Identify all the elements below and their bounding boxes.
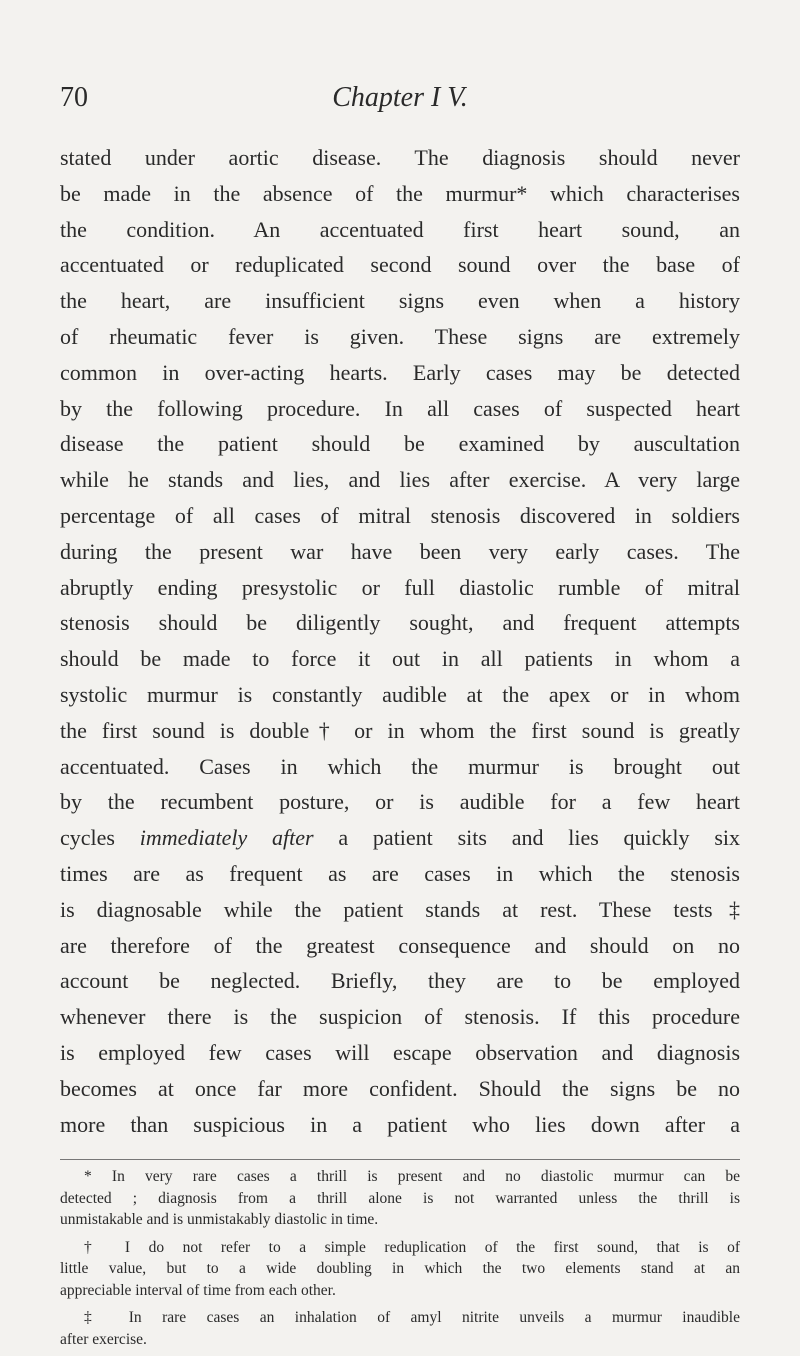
footnote-double-dagger — [60, 1307, 740, 1350]
text-line: while he stands and lies, and lies after exercise. A very large — [60, 467, 740, 493]
text-line-emphasis — [60, 820, 740, 856]
text-line: is diagnosable while the patient stands at rest. These tests‡ — [60, 896, 740, 922]
text-line: stenosis should be diligently sought, and frequent attempts — [60, 610, 740, 636]
text-line: stated under aortic disease. The diagnosis should never — [60, 145, 740, 170]
footnote-divider — [60, 1159, 740, 1160]
text-line: during the present war have been very early cases. The — [60, 538, 740, 564]
footnote-line: † I do not refer to a simple reduplication of the first sound, that is of — [84, 1238, 740, 1256]
text-line: percentage of all cases of mitral stenosis discovered in soldiers — [60, 502, 740, 528]
text-line: by the following procedure. In all cases of suspected heart — [60, 395, 740, 421]
text-line: common in over-acting hearts. Early cases may be detected — [60, 359, 740, 385]
footnote-line: * In very rare cases a thrill is present and no diastolic murmur can be — [84, 1168, 740, 1185]
text-segment: cycles — [60, 825, 140, 851]
footnote-line: unmistakable and is unmistakably diastolic in time. — [60, 1211, 379, 1228]
page-number: 70 — [60, 82, 88, 113]
footnote-line: appreciable interval of time from each other. — [60, 1281, 336, 1299]
running-header — [60, 78, 740, 118]
text-line: are therefore of the greatest consequence and should on no — [60, 932, 740, 958]
text-line: accentuated. Cases in which the murmur is brought out — [60, 753, 740, 779]
text-line: becomes at once far more confident. Should the signs be no — [60, 1075, 740, 1101]
footnote-asterisk — [60, 1166, 740, 1231]
text-line: the first sound is double† or in whom the first sound is greatly — [60, 717, 740, 743]
text-line: abruptly ending presystolic or full diastolic rumble of mitral — [60, 574, 740, 600]
text-line: is employed few cases will escape observation and diagnosis — [60, 1039, 740, 1065]
text-line: should be made to force it out in all patients in whom a — [60, 646, 740, 672]
text-line: by the recumbent posture, or is audible for a few heart — [60, 789, 740, 815]
text-line: more than suspicious in a patient who lies down after a — [60, 1111, 740, 1137]
text-line: whenever there is the suspicion of stenosis. If this procedure — [60, 1004, 740, 1030]
text-line: accentuated or reduplicated second sound over the base of — [60, 252, 740, 278]
text-line: be made in the absence of the murmur* which characterises — [60, 180, 740, 206]
footnote-line: after exercise. — [60, 1330, 147, 1348]
footnote-line: ‡ In rare cases an inhalation of amyl nitrite unveils a murmur inaudible — [84, 1309, 740, 1326]
body-text — [60, 140, 740, 1142]
text-line: systolic murmur is constantly audible at the apex or in whom — [60, 681, 740, 707]
footnotes — [60, 1166, 740, 1356]
footnote-line: detected ; diagnosis from a thrill alone is not warranted unless the thrill is — [60, 1189, 740, 1207]
text-line: account be neglected. Briefly, they are to be employed — [60, 968, 740, 994]
footnote-dagger — [60, 1237, 740, 1302]
text-line: of rheumatic fever is given. These signs are extremely — [60, 323, 740, 349]
text-line: the heart, are insufficient signs even when a history — [60, 288, 740, 314]
footnote-line: little value, but to a wide doubling in which the two elements stand at an — [60, 1260, 740, 1277]
text-segment: a patient sits and lies quickly six — [313, 825, 740, 851]
emphasis-immediately-after: immediately after — [139, 825, 314, 851]
text-line: the condition. An accentuated first heart sound, an — [60, 216, 740, 242]
text-line: disease the patient should be examined by auscultation — [60, 431, 740, 457]
text-line: times are as frequent as are cases in which the stenosis — [60, 860, 740, 886]
chapter-title: Chapter I V. — [332, 82, 468, 113]
